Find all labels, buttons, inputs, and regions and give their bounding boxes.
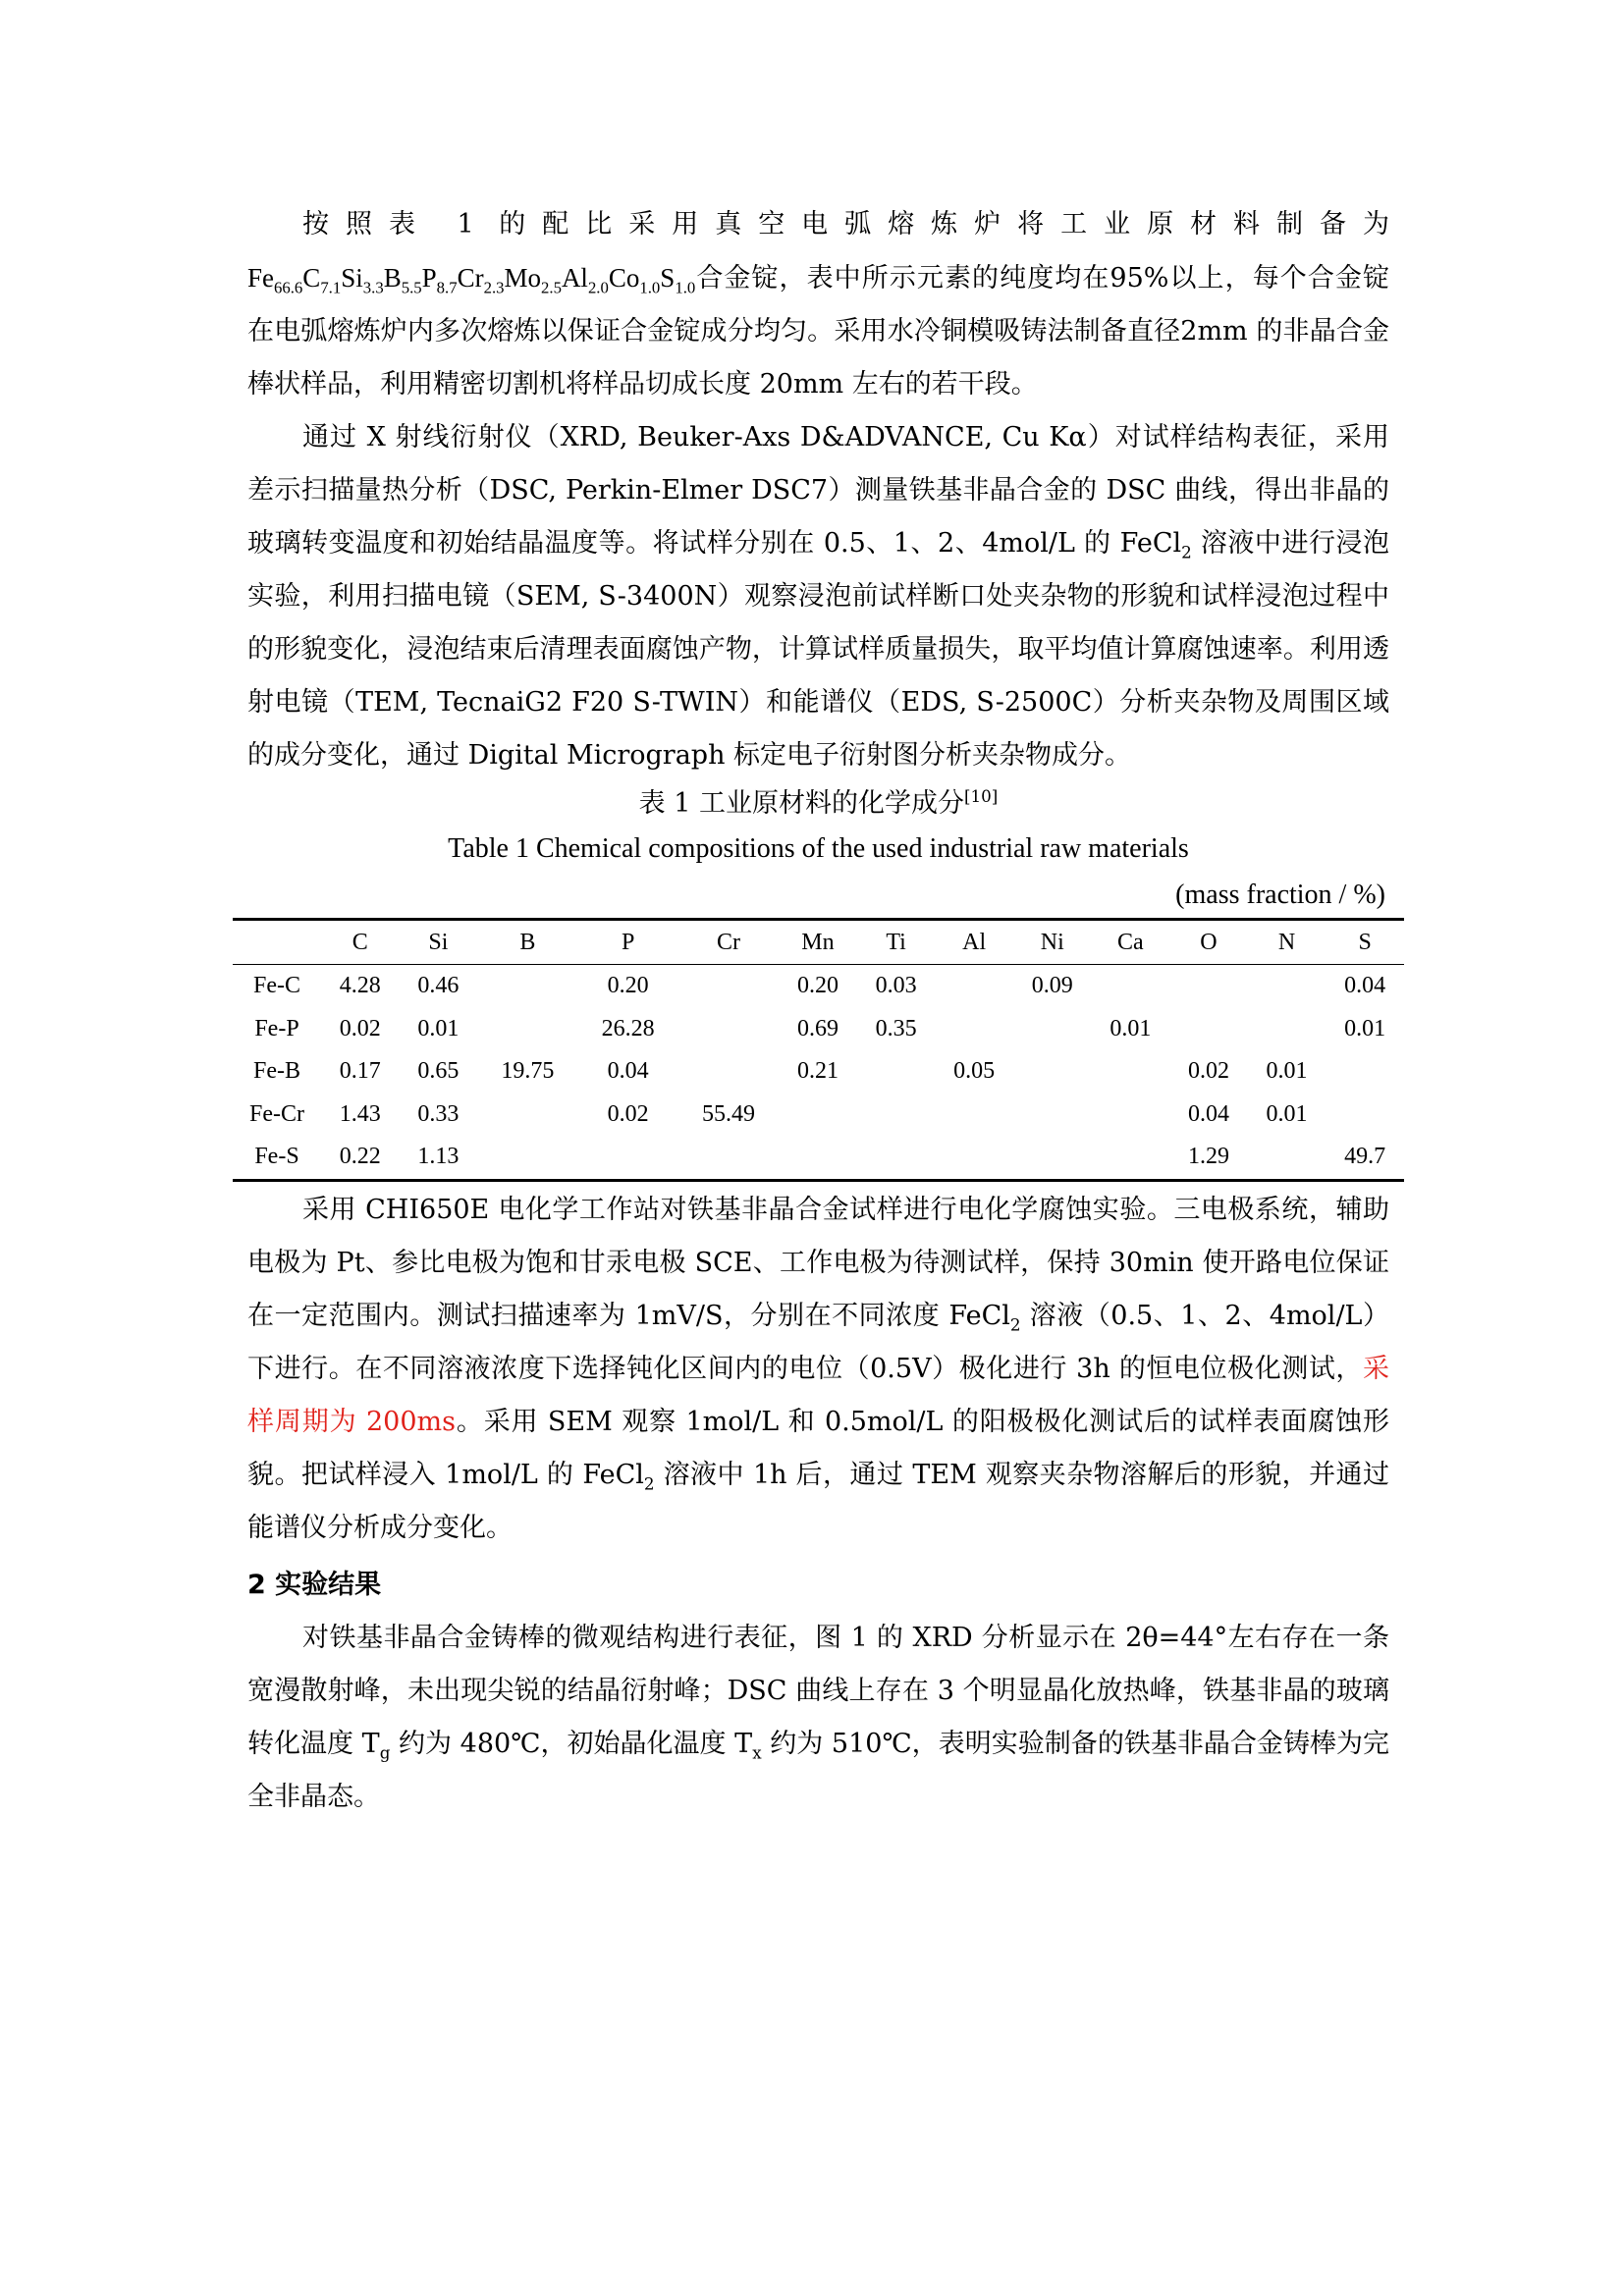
table-cell	[1092, 1050, 1170, 1094]
alloy-element: P	[421, 263, 437, 293]
alloy-element: B	[383, 263, 402, 293]
highlighted-text: 采样周期为 200ms	[247, 1353, 1389, 1437]
table-cell: 55.49	[702, 1100, 755, 1127]
table-cell	[678, 1136, 779, 1180]
header-cell: Mn	[779, 920, 857, 965]
header-cell: Ni	[1013, 920, 1092, 965]
alloy-element: C	[302, 263, 321, 293]
table-cell: 0.02	[339, 1015, 381, 1041]
citation-ref: [10]	[963, 786, 999, 806]
table-cell: 0.01	[1266, 1100, 1308, 1127]
header-cell: Ca	[1092, 920, 1170, 965]
table-caption-en: Table 1 Chemical compositions of the used industrial raw materials	[448, 833, 1189, 864]
header-cell: O	[1169, 920, 1248, 965]
table-cell: 0.20	[796, 973, 839, 999]
table-cell	[857, 1094, 936, 1137]
table-cell	[1326, 1094, 1404, 1137]
alloy-subscript: 2.3	[483, 278, 505, 297]
alloy-subscript: 5.5	[401, 278, 422, 297]
table-cell: 4.28	[339, 973, 381, 999]
table-cell: 0.21	[796, 1058, 839, 1085]
row-label: Fe-S	[254, 1144, 299, 1170]
alloy-formula	[247, 263, 696, 297]
table-cell	[935, 1008, 1013, 1051]
alloy-subscript: 66.6	[274, 278, 303, 297]
table-cell: 0.04	[607, 1058, 649, 1085]
table-cell: 0.46	[417, 973, 460, 999]
alloy-subscript: 2.0	[587, 278, 609, 297]
table-row	[233, 1050, 1404, 1094]
table-cell: 0.17	[339, 1058, 381, 1085]
table-cell: 0.65	[417, 1058, 460, 1085]
alloy-subscript: 1.0	[675, 278, 696, 297]
alloy-subscript: 2.5	[541, 278, 562, 297]
page-content	[247, 198, 1389, 1824]
paragraph-results: 对铁基非晶合金铸棒的微观结构进行表征，图 1 的 XRD 分析显示在 2θ=44°左右存在一条宽漫散射峰，未出现尖锐的结晶衍射峰；DSC 曲线上存在 3 个明显晶化放热峰，铁基非晶的玻璃转化温度 $T_g$ 约为 480℃，初始晶化温度 $T_x$ 约为 510℃，表明实验制备的铁基非晶合金铸棒为完全非晶态。	[247, 1622, 1390, 1812]
table-cell	[1248, 1008, 1326, 1051]
alloy-element: S	[660, 263, 676, 293]
table-cell	[678, 1050, 779, 1094]
table-cell	[1013, 1136, 1092, 1180]
table-cell	[1169, 965, 1248, 1008]
table-cell: 0.02	[1187, 1058, 1229, 1085]
table-cell	[678, 1008, 779, 1051]
table-cell: 1.29	[1187, 1144, 1229, 1170]
table-cell	[1326, 1050, 1404, 1094]
header-cell: B	[477, 920, 577, 965]
table-cell	[857, 1136, 936, 1180]
header-cell: Si	[400, 920, 478, 965]
table-cell: 1.43	[339, 1100, 381, 1127]
header-cell: Ti	[857, 920, 936, 965]
table-cell: 0.03	[875, 973, 917, 999]
table-cell: 26.28	[601, 1015, 655, 1041]
table-cell	[1013, 1050, 1092, 1094]
table-cell	[1092, 965, 1170, 1008]
table-caption-cn: 表 1 工业原材料的化学成分[10]	[638, 786, 999, 819]
table-cell: 0.33	[417, 1100, 460, 1127]
table-cell: 49.7	[1344, 1144, 1386, 1170]
alloy-element: Cr	[457, 263, 484, 293]
table-cell	[477, 965, 577, 1008]
table-cell: 0.04	[1344, 973, 1386, 999]
table-cell	[678, 965, 779, 1008]
header-cell: P	[578, 920, 678, 965]
table-unit: (mass fraction / %)	[1175, 880, 1385, 910]
paragraph-preparation: 按照表 1 的配比采用真空电弧熔炼炉将工业原材料制备为$Fe_{66.6}C_{7.1}Si_{3.3}B_{5.5}P_{8.7}Cr_{2.3}Mo_{2.5}Al_{2.0}Co_{1.0}S_{1.0}$合金锭，表中所示元素的纯度均在95%以上，每个合金锭在电弧熔炼炉内多次熔炼以保证合金锭成分均匀。采用水冷铜模吸铸法制备直径2mm 的非晶合金棒状样品，利用精密切割机将样品切成长度 20mm 左右的若干段。	[247, 209, 1389, 400]
row-label: Fe-Cr	[249, 1100, 304, 1127]
alloy-element: Al	[561, 263, 588, 293]
table-cell	[1092, 1094, 1170, 1137]
table-cell	[477, 1094, 577, 1137]
header-cell: Cr	[678, 920, 779, 965]
alloy-element: Fe	[247, 263, 274, 293]
table-cell: 0.05	[953, 1058, 996, 1085]
table-cell: 0.04	[1187, 1100, 1229, 1127]
table-cell	[779, 1136, 857, 1180]
table-cell: 0.22	[339, 1144, 381, 1170]
table-cell	[477, 1136, 577, 1180]
table-cell	[857, 1050, 936, 1094]
paragraph-characterization: 通过 X 射线衍射仪（XRD, Beuker-Axs D&ADVANCE, Cu Kα）对试样结构表征，采用差示扫描量热分析（DSC, Perkin-Elmer DSC7）测量铁基非晶合金的 DSC 曲线，得出非晶的玻璃转变温度和初始结晶温度等。将试样分别在 0.5、1、2、4mol/L 的 FeCl$_2$ 溶液中进行浸泡实验，利用扫描电镜（SEM, S-3400N）观察浸泡前试样断口处夹杂物的形貌和试样浸泡过程中的形貌变化，浸泡结束后清理表面腐蚀产物，计算试样质量损失，取平均值计算腐蚀速率。利用透射电镜（TEM, TecnaiG2 F20 S-TWIN）和能谱仪（EDS, S-2500C）分析夹杂物及周围区域的成分变化，通过 Digital Micrograph 标定电子衍射图分析夹杂物成分。	[247, 422, 1389, 771]
table-cell	[935, 965, 1013, 1008]
header-cell: C	[321, 920, 400, 965]
header-cell: N	[1248, 920, 1326, 965]
table-cell	[1092, 1136, 1170, 1180]
table-cell: 0.02	[607, 1100, 649, 1127]
table-row	[233, 1008, 1404, 1051]
paragraph-electrochemistry: 采用 CHI650E 电化学工作站对铁基非晶合金试样进行电化学腐蚀实验。三电极系统，辅助电极为 Pt、参比电极为饱和甘汞电极 SCE、工作电极为待测试样，保持 30min 使开路电位保证在一定范围内。测试扫描速率为 1mV/S，分别在不同浓度 FeCl$_2$ 溶液（0.5、1、2、4mol/L）下进行。在不同溶液浓度下选择钝化区间内的电位（0.5V）极化进行 3h 的恒电位极化测试，采样周期为 200ms。采用 SEM 观察 1mol/L 和 0.5mol/L 的阳极极化测试后的试样表面腐蚀形貌。把试样浸入 1mol/L 的 FeCl$_2$ 溶液中 1h 后，通过 TEM 观察夹杂物溶解后的形貌，并通过能谱仪分析成分变化。	[247, 1194, 1390, 1543]
header-label-cell	[233, 920, 321, 965]
table-cell: 1.13	[417, 1144, 460, 1170]
section-heading: 2 实验结果	[247, 1569, 382, 1600]
table-cell	[578, 1136, 678, 1180]
alloy-subscript: 1.0	[639, 278, 661, 297]
alloy-element: Mo	[504, 263, 542, 293]
row-label: Fe-B	[253, 1058, 300, 1085]
table-cell	[935, 1136, 1013, 1180]
alloy-subscript: 7.1	[320, 278, 342, 297]
table-row	[233, 965, 1404, 1008]
row-label: Fe-C	[253, 973, 300, 999]
table-cell: 0.20	[607, 973, 649, 999]
table-cell: 0.01	[1266, 1058, 1308, 1085]
table-row	[233, 1094, 1404, 1137]
table-cell: 0.09	[1031, 973, 1073, 999]
alloy-element: Co	[608, 263, 640, 293]
table-cell	[1169, 1008, 1248, 1051]
table-cell	[477, 1008, 577, 1051]
table-cell: 0.01	[1110, 1015, 1152, 1041]
table-cell	[1248, 965, 1326, 1008]
composition-table	[233, 918, 1404, 1182]
table-row	[233, 1136, 1404, 1180]
row-label: Fe-P	[254, 1015, 299, 1041]
table-cell: 0.01	[1344, 1015, 1386, 1041]
alloy-subscript: 8.7	[436, 278, 458, 297]
alloy-subscript: 3.3	[362, 278, 384, 297]
table-body	[233, 965, 1404, 1181]
table-cell: 19.75	[501, 1058, 555, 1085]
table-cell	[1013, 1094, 1092, 1137]
table-cell: 0.69	[796, 1015, 839, 1041]
table-cell: 0.35	[875, 1015, 917, 1041]
table-cell: 0.01	[417, 1015, 460, 1041]
table-cell	[779, 1094, 857, 1137]
table-cell	[1248, 1136, 1326, 1180]
header-cell: S	[1326, 920, 1404, 965]
table-cell	[935, 1094, 1013, 1137]
table-cell	[1013, 1008, 1092, 1051]
table-header-row	[233, 920, 1404, 965]
alloy-element: Si	[341, 263, 363, 293]
header-cell: Al	[935, 920, 1013, 965]
